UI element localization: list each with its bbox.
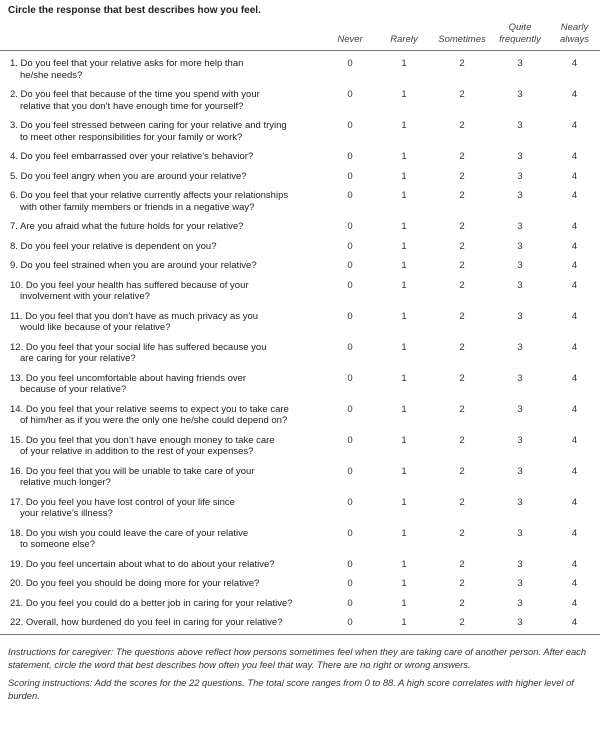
- question-row: [0, 401, 600, 432]
- question-row: [0, 51, 600, 87]
- score-option[interactable]: 3: [517, 58, 523, 69]
- score-option[interactable]: 2: [459, 58, 465, 69]
- score-option[interactable]: 3: [517, 151, 523, 162]
- score-option[interactable]: 3: [517, 465, 523, 477]
- question-text: 21. Do you feel you could do a better job in caring for your relative?: [10, 597, 293, 609]
- score-option[interactable]: 3: [517, 558, 523, 570]
- question-row: [0, 86, 600, 117]
- score-option[interactable]: 0: [347, 279, 353, 291]
- score-option[interactable]: 1: [401, 558, 407, 570]
- question-text: 14. Do you feel that your relative seems to expect you to take care of him/her as if you were the only one he/she could depend on?: [10, 403, 289, 426]
- score-option[interactable]: 0: [347, 617, 353, 628]
- score-option[interactable]: 3: [517, 190, 523, 201]
- question-text: 12. Do you feel that your social life has suffered because you are caring for your relative?: [10, 341, 267, 364]
- question-text: 19. Do you feel uncertain about what to do about your relative?: [10, 558, 275, 570]
- score-option[interactable]: 0: [347, 434, 353, 446]
- score-option[interactable]: 0: [347, 151, 353, 162]
- question-row: [0, 148, 600, 168]
- score-option[interactable]: 4: [571, 58, 578, 69]
- score-option[interactable]: 4: [571, 465, 578, 477]
- score-option[interactable]: 1: [401, 341, 407, 353]
- notes: [8, 645, 594, 702]
- score-option[interactable]: 2: [459, 465, 465, 477]
- score-option[interactable]: 1: [401, 120, 407, 131]
- score-option[interactable]: 0: [347, 496, 353, 508]
- score-option[interactable]: 4: [571, 372, 578, 384]
- score-option[interactable]: 4: [571, 558, 578, 570]
- score-option[interactable]: 3: [517, 403, 523, 415]
- question-row: [0, 218, 600, 238]
- score-option[interactable]: 3: [517, 120, 523, 131]
- score-option[interactable]: 1: [401, 527, 407, 539]
- score-option[interactable]: 3: [517, 170, 523, 182]
- score-option[interactable]: 3: [517, 372, 523, 384]
- question-text: 1. Do you feel that your relative asks for more help than he/she needs?: [10, 58, 244, 81]
- score-option[interactable]: 1: [401, 170, 407, 182]
- score-option[interactable]: 2: [459, 527, 465, 539]
- score-option[interactable]: 4: [571, 310, 578, 322]
- score-option[interactable]: 1: [401, 190, 407, 201]
- questionnaire-table: [0, 22, 600, 635]
- question-text: 2. Do you feel that because of the time you spend with your relative that you don’t have enough time for yourself?: [10, 89, 260, 112]
- score-option[interactable]: 3: [517, 578, 523, 589]
- question-row: [0, 117, 600, 148]
- caregiver-instructions: Instructions for caregiver: The questions above reflect how persons sometimes feel when they are taking care of another person. After each statement, circle the word that best describes how often you feel that way. There are no right or wrong answers.: [8, 645, 587, 670]
- question-row: [0, 463, 600, 494]
- score-option[interactable]: 1: [401, 310, 407, 322]
- score-option[interactable]: 3: [517, 597, 523, 609]
- question-text: 10. Do you feel your health has suffered because of your involvement with your relative?: [10, 279, 249, 302]
- question-row: [0, 432, 600, 463]
- score-option[interactable]: 0: [347, 190, 353, 201]
- score-option[interactable]: 1: [401, 403, 407, 415]
- score-option[interactable]: 4: [571, 578, 578, 589]
- column-nearly-always: Nearly always: [559, 22, 590, 45]
- questionnaire: [0, 22, 600, 702]
- question-row: [0, 168, 600, 188]
- score-option[interactable]: 4: [571, 597, 578, 609]
- score-option[interactable]: 0: [347, 221, 353, 232]
- question-text: 3. Do you feel stressed between caring for your relative and trying to meet other responsibilities for your family or work?: [10, 120, 287, 143]
- question-row: [0, 187, 600, 218]
- score-option[interactable]: 2: [459, 260, 465, 271]
- question-row: [0, 277, 600, 308]
- score-option[interactable]: 4: [571, 240, 578, 252]
- score-option[interactable]: 0: [347, 120, 353, 131]
- score-option[interactable]: 4: [571, 260, 578, 271]
- score-option[interactable]: 0: [347, 341, 353, 353]
- score-option[interactable]: 0: [347, 578, 353, 589]
- score-option[interactable]: 4: [571, 170, 578, 182]
- score-option[interactable]: 1: [401, 58, 407, 69]
- score-option[interactable]: 0: [347, 372, 353, 384]
- question-text: 20. Do you feel you should be doing more for your relative?: [10, 578, 260, 589]
- score-option[interactable]: 2: [459, 578, 465, 589]
- score-option[interactable]: 2: [459, 120, 465, 131]
- question-text: 5. Do you feel angry when you are around your relative?: [10, 170, 247, 182]
- score-option[interactable]: 1: [401, 221, 407, 232]
- score-option[interactable]: 2: [459, 279, 465, 291]
- column-rarely: Rarely: [390, 34, 418, 45]
- score-option[interactable]: 4: [571, 496, 578, 508]
- score-option[interactable]: 1: [401, 151, 407, 162]
- question-text: 17. Do you feel you have lost control of your life since your relative’s illness?: [10, 496, 235, 519]
- question-text: 8. Do you feel your relative is dependent on you?: [10, 240, 217, 252]
- score-option[interactable]: 4: [571, 89, 578, 100]
- score-option[interactable]: 4: [571, 151, 578, 162]
- question-row: [0, 370, 600, 401]
- question-text: 4. Do you feel embarrassed over your relative’s behavior?: [10, 151, 254, 162]
- score-option[interactable]: 0: [347, 310, 353, 322]
- score-option[interactable]: 4: [571, 279, 578, 291]
- score-option[interactable]: 4: [571, 403, 578, 415]
- score-option[interactable]: 3: [517, 496, 523, 508]
- score-option[interactable]: 0: [347, 465, 353, 477]
- question-text: 13. Do you feel uncomfortable about having friends over because of your relative?: [10, 372, 247, 395]
- question-row: [0, 614, 600, 634]
- score-option[interactable]: 3: [517, 260, 523, 271]
- score-option[interactable]: 2: [459, 372, 465, 384]
- score-option[interactable]: 2: [459, 558, 465, 570]
- score-option[interactable]: 1: [401, 496, 407, 508]
- question-row: [0, 257, 600, 277]
- column-quite-frequently: Quite frequently: [499, 22, 541, 45]
- score-option[interactable]: 0: [347, 58, 353, 69]
- score-option[interactable]: 3: [517, 341, 523, 353]
- score-option[interactable]: 1: [401, 372, 407, 384]
- score-option[interactable]: 1: [401, 89, 407, 100]
- score-option[interactable]: 0: [347, 240, 353, 252]
- score-option[interactable]: 0: [347, 597, 353, 609]
- score-option[interactable]: 3: [517, 617, 523, 628]
- column-sometimes: Sometimes: [438, 34, 486, 45]
- score-option[interactable]: 0: [347, 527, 353, 539]
- score-option[interactable]: 0: [347, 170, 353, 182]
- score-option[interactable]: 2: [459, 434, 465, 446]
- question-text: 16. Do you feel that you will be unable to take care of your relative much longer?: [10, 465, 255, 488]
- score-option[interactable]: 1: [401, 578, 407, 589]
- question-row: [0, 595, 600, 615]
- score-option[interactable]: 3: [517, 240, 523, 252]
- score-option[interactable]: 3: [517, 310, 523, 322]
- score-option[interactable]: 2: [459, 310, 465, 322]
- score-option[interactable]: 1: [401, 260, 407, 271]
- score-option[interactable]: 1: [401, 597, 407, 609]
- question-text: 6. Do you feel that your relative currently affects your relationships with other family members or friends in a negative way?: [10, 190, 289, 213]
- form-title: Circle the response that best describes how you feel.: [8, 5, 261, 16]
- score-option[interactable]: 3: [517, 221, 523, 232]
- question-row: [0, 494, 600, 525]
- question-text: 22. Overall, how burdened do you feel in caring for your relative?: [10, 617, 283, 628]
- question-row: [0, 525, 600, 556]
- question-header: [0, 22, 325, 51]
- score-option[interactable]: 2: [459, 617, 465, 628]
- score-option[interactable]: 4: [571, 341, 578, 353]
- question-text: 9. Do you feel strained when you are around your relative?: [10, 260, 257, 271]
- score-option[interactable]: 2: [459, 170, 465, 182]
- header-row: [0, 22, 600, 51]
- score-option[interactable]: 1: [401, 434, 407, 446]
- score-option[interactable]: 3: [517, 89, 523, 100]
- score-option[interactable]: 4: [571, 434, 578, 446]
- score-option[interactable]: 4: [571, 617, 578, 628]
- score-option[interactable]: 2: [459, 151, 465, 162]
- score-option[interactable]: 2: [459, 496, 465, 508]
- question-text: 18. Do you wish you could leave the care of your relative to someone else?: [10, 527, 249, 550]
- score-option[interactable]: 1: [401, 240, 407, 252]
- score-option[interactable]: 3: [517, 527, 523, 539]
- score-option[interactable]: 4: [571, 120, 578, 131]
- score-option[interactable]: 2: [459, 403, 465, 415]
- score-option[interactable]: 0: [347, 89, 353, 100]
- score-option[interactable]: 0: [347, 260, 353, 271]
- question-text: 15. Do you feel that you don’t have enough money to take care of your relative in addition to the rest of your expenses?: [10, 434, 275, 457]
- score-option[interactable]: 2: [459, 221, 465, 232]
- score-option[interactable]: 2: [459, 190, 465, 201]
- score-option[interactable]: 1: [401, 465, 407, 477]
- score-option[interactable]: 3: [517, 434, 523, 446]
- score-option[interactable]: 3: [517, 279, 523, 291]
- score-option[interactable]: 0: [347, 558, 353, 570]
- score-option[interactable]: 2: [459, 240, 465, 252]
- question-row: [0, 575, 600, 595]
- question-row: [0, 308, 600, 339]
- score-option[interactable]: 2: [459, 341, 465, 353]
- score-option[interactable]: 1: [401, 279, 407, 291]
- score-option[interactable]: 4: [571, 221, 578, 232]
- question-row: [0, 238, 600, 258]
- score-option[interactable]: 4: [571, 190, 578, 201]
- column-never: Never: [337, 34, 363, 45]
- score-option[interactable]: 4: [571, 527, 578, 539]
- score-option[interactable]: 0: [347, 403, 353, 415]
- score-option[interactable]: 2: [459, 89, 465, 100]
- question-text: 11. Do you feel that you don’t have as much privacy as you would like because of your relative?: [10, 310, 259, 333]
- score-option[interactable]: 2: [459, 597, 465, 609]
- scoring-instructions: Scoring instructions: Add the scores for the 22 questions. The total score ranges from 0 to 88. A high score correlates with higher level of burden.: [8, 676, 574, 701]
- question-row: [0, 339, 600, 370]
- question-row: [0, 556, 600, 576]
- question-text: 7. Are you afraid what the future holds for your relative?: [10, 221, 244, 232]
- score-option[interactable]: 1: [401, 617, 407, 628]
